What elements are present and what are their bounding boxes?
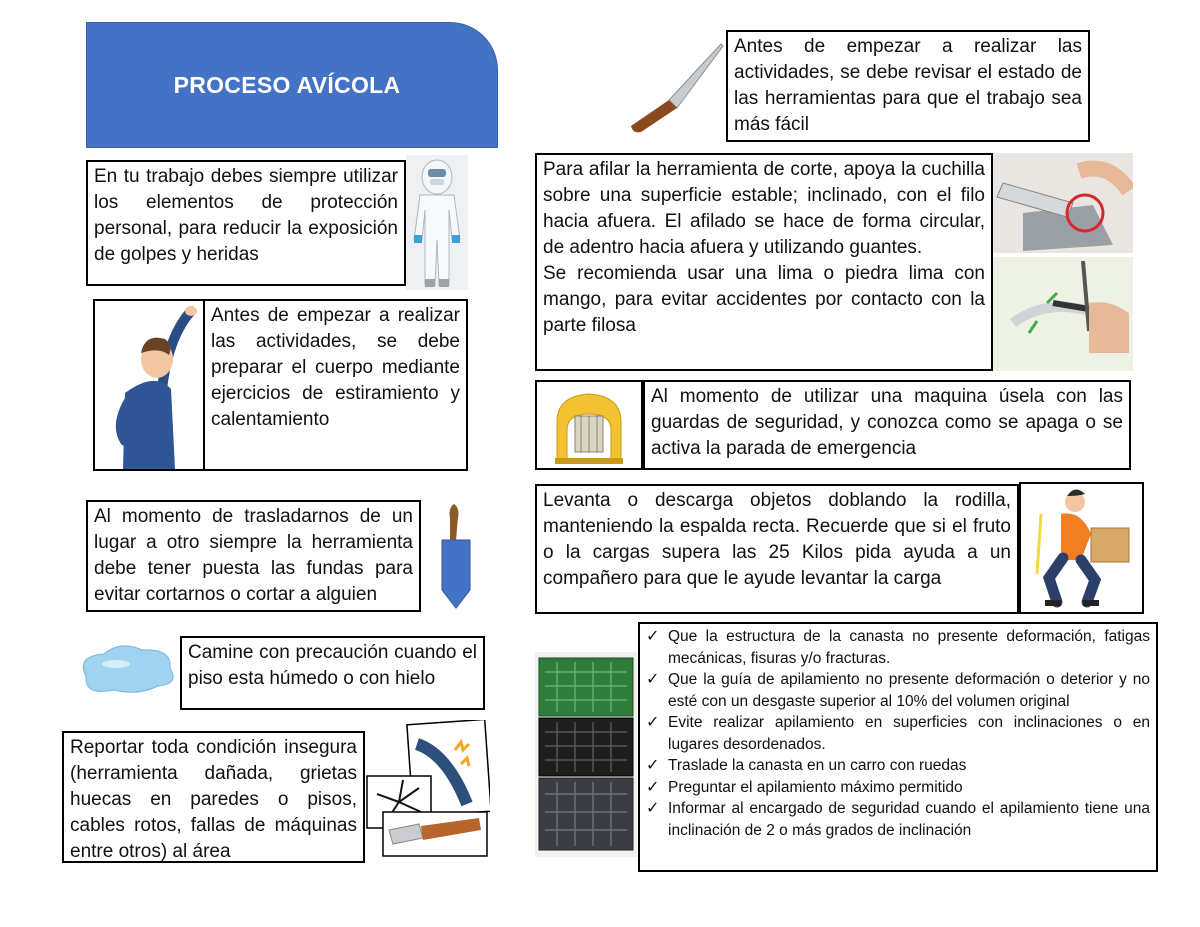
title-banner (86, 22, 498, 148)
floor-text-box (180, 636, 485, 710)
checklist (642, 626, 1150, 841)
tools-text: Antes de empezar a realizar las actividades, se debe revisar el estado de las herramientas para que el trabajo sea más fácil (734, 36, 1082, 135)
machine-guard-icon (535, 380, 643, 470)
crates-photo-icon (535, 652, 637, 857)
sharpen-text-1: Para afilar la herramienta de corte, apoya la cuchilla sobre una superficie estable; inclinado, con el filo hacia afuera. El afilado se hace de forma circular, de adentro hacia afuera y utilizando guantes. (543, 159, 985, 258)
sharpen-text-2: Se recomienda usar una lima o piedra lima con mango, para evitar accidentes por contacto con la parte filosa (543, 263, 985, 336)
lifting-text-box (535, 484, 1019, 614)
hazard-collage-icon (365, 720, 490, 860)
floor-text: Camine con precaución cuando el piso esta húmedo o con hielo (188, 642, 477, 689)
sheathed-knife-icon (436, 500, 476, 612)
tools-text-box (726, 30, 1090, 142)
report-text: Reportar toda condición insegura (herramienta dañada, grietas huecas en paredes o pisos, cables rotos, fallas de máquinas entre otros) al área (70, 737, 357, 862)
checklist-item: ✓ Informar al encargado de seguridad cuando el apilamiento tiene una inclinación de 2 o más grados de inclinación (642, 798, 1150, 841)
report-text-box (62, 731, 365, 863)
ppe-text-box (86, 160, 406, 286)
protective-suit-icon (406, 155, 468, 290)
machine-text-box (643, 380, 1131, 470)
checklist-item: ✓ Evite realizar apilamiento en superficies con inclinaciones o en lugares desordenados. (642, 712, 1150, 755)
stretch-text-box (203, 299, 468, 471)
checklist-item: ✓ Preguntar el apilamiento máximo permitido (642, 777, 1150, 799)
ppe-text: En tu trabajo debes siempre utilizar los elementos de protección personal, para reducir la exposición de golpes y heridas (94, 166, 398, 265)
sharpen-text-box (535, 153, 993, 371)
page-title: PROCESO AVÍCOLA (173, 71, 401, 98)
lifting-man-icon (1019, 482, 1144, 614)
lifting-text: Levanta o descarga objetos doblando la rodilla, manteniendo la espalda recta. Recuerde que si el fruto o la cargas supera las 25 Kilos pida ayuda a un compañero para que le ayude levantar la carga (543, 490, 1011, 589)
checklist-box (638, 622, 1158, 872)
transport-text-box (86, 500, 421, 612)
checklist-item: ✓ Traslade la canasta en un carro con ruedas (642, 755, 1150, 777)
stretching-man-icon (93, 299, 205, 471)
sharpening-photo-icon (993, 153, 1133, 371)
machine-text: Al momento de utilizar una maquina úsela con las guardas de seguridad, y conozca como se apaga o se activa la parada de emergencia (651, 386, 1123, 459)
checklist-item: ✓ Que la estructura de la canasta no presente deformación, fatigas mecánicas, fisuras y/o fracturas. (642, 626, 1150, 669)
checklist-item: ✓ Que la guía de apilamiento no presente deformación o deterior y no esté con un desgaste superior al 10% del volumen original (642, 669, 1150, 712)
stretch-text: Antes de empezar a realizar las actividades, se debe preparar el cuerpo mediante ejercicios de estiramiento y calentamiento (211, 305, 460, 430)
water-puddle-icon (78, 640, 176, 700)
knife-icon (625, 40, 725, 135)
transport-text: Al momento de trasladarnos de un lugar a otro siempre la herramienta debe tener puesta las fundas para evitar cortarnos o cortar a alguien (94, 506, 413, 605)
